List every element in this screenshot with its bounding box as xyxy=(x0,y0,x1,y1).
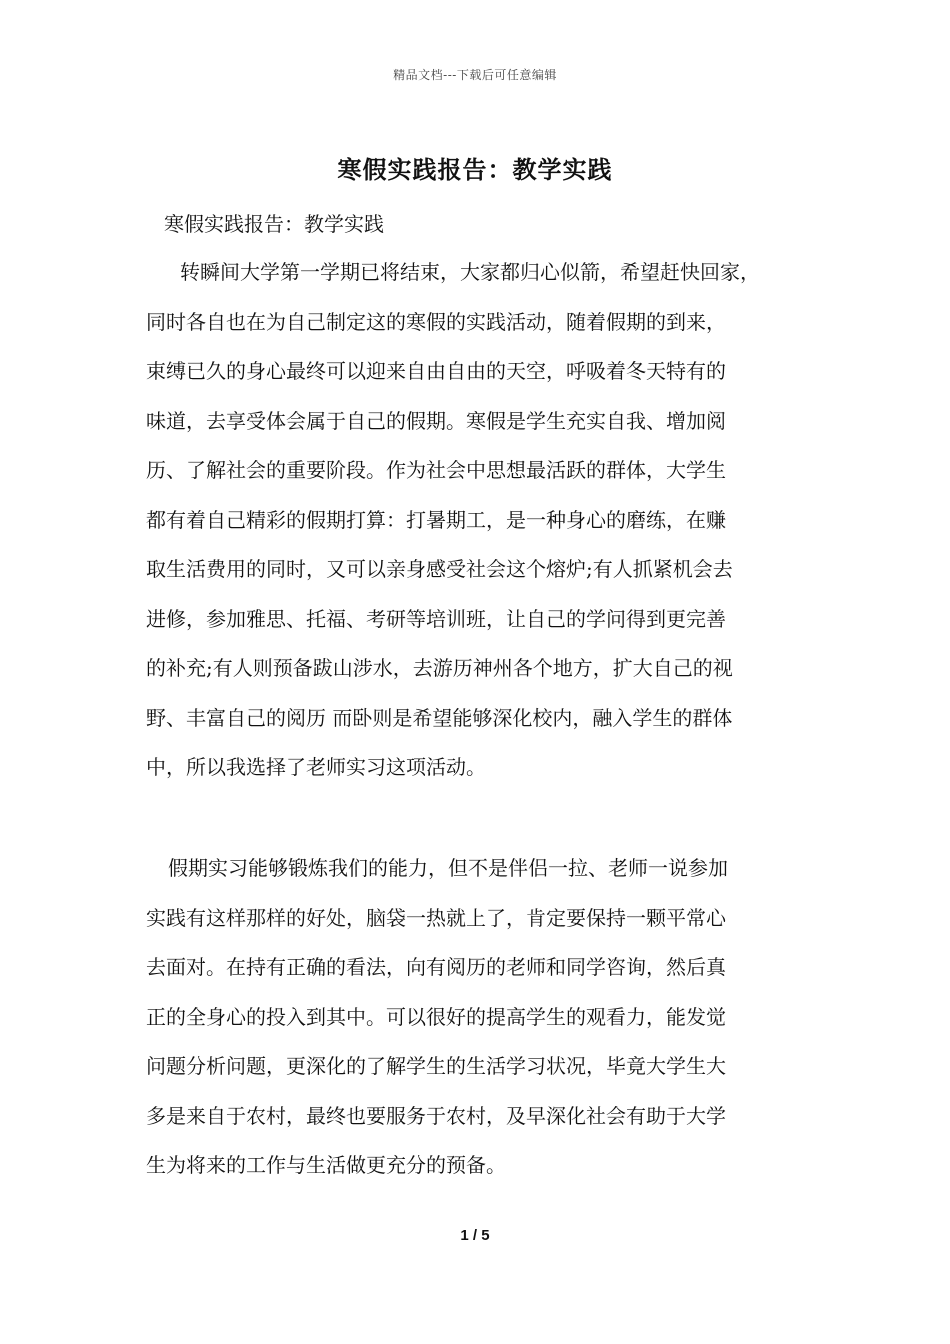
paragraph-line: 中，所以我选择了老师实习这项活动。 xyxy=(146,755,486,779)
paragraph-1 xyxy=(146,248,816,793)
paragraph-line: 正的全身心的投入到其中。可以很好的提高学生的观看力，能发觉 xyxy=(146,1004,726,1029)
document-subtitle: 寒假实践报告：教学实践 xyxy=(164,212,384,236)
paragraph-2 xyxy=(146,844,816,1191)
paragraph-line: 假期实习能够锻炼我们的能力，但不是伴侣一拉、老师一说参加 xyxy=(168,856,728,880)
paragraph-line: 味道，去享受体会属于自己的假期。寒假是学生充实自我、增加阅 xyxy=(146,408,726,433)
paragraph-line: 去面对。在持有正确的看法，向有阅历的老师和同学咨询，然后真 xyxy=(146,955,726,979)
paragraph-line: 历、了解社会的重要阶段。作为社会中思想最活跃的群体，大学生 xyxy=(146,458,726,482)
document-title: 寒假实践报告：教学实践 xyxy=(337,155,613,184)
page-header: 精品文档---下载后可任意编辑 xyxy=(393,68,557,82)
paragraph-line: 同时各自也在为自己制定这的寒假的实践活动，随着假期的到来， xyxy=(146,309,726,334)
paragraph-line: 生为将来的工作与生活做更充分的预备。 xyxy=(146,1153,506,1177)
paragraph-line: 问题分析问题，更深化的了解学生的生活学习状况，毕竟大学生大 xyxy=(146,1054,726,1078)
paragraph-line: 进修，参加雅思、托福、考研等培训班，让自己的学问得到更完善 xyxy=(146,606,726,631)
page-number: 1 / 5 xyxy=(460,1227,490,1244)
paragraph-line: 都有着自己精彩的假期打算：打暑期工，是一种身心的磨练，在赚 xyxy=(146,507,726,532)
paragraph-line: 的补充;有人则预备跋山涉水，去游历神州各个地方，扩大自己的视 xyxy=(146,656,733,680)
paragraph-line: 野、丰富自己的阅历 而卧则是希望能够深化校内，融入学生的群体 xyxy=(146,705,733,730)
paragraph-line: 束缚已久的身心最终可以迎来自由自由的天空，呼吸着冬天特有的 xyxy=(146,359,726,383)
paragraph-line: 转瞬间大学第一学期已将结束，大家都归心似箭，希望赶快回家， xyxy=(180,260,760,284)
paragraph-line: 实践有这样那样的好处，脑袋一热就上了，肯定要保持一颗平常心 xyxy=(146,905,726,930)
paragraph-line: 多是来自于农村，最终也要服务于农村，及早深化社会有助于大学 xyxy=(146,1103,726,1128)
paragraph-line: 取生活费用的同时，又可以亲身感受社会这个熔炉;有人抓紧机会去 xyxy=(146,557,733,581)
